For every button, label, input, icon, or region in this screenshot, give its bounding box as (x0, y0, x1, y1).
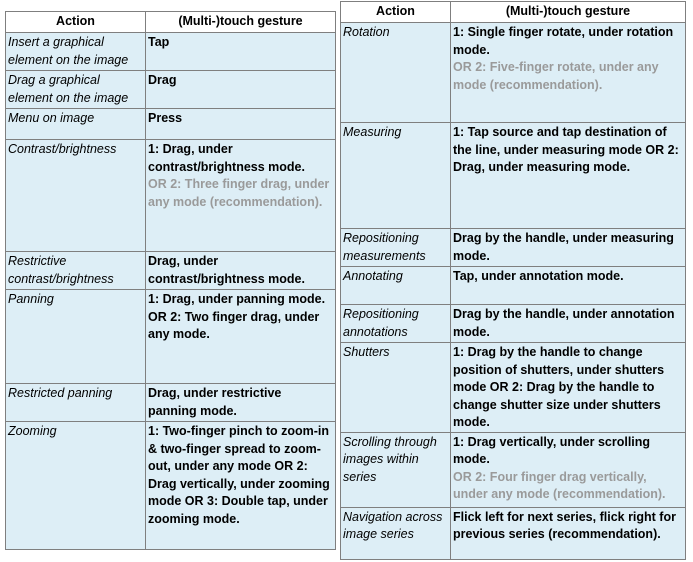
left-gesture-table (5, 11, 336, 550)
header-row (6, 12, 336, 33)
gesture-text: 1: Drag vertically, under scrolling mode. (453, 434, 651, 466)
action-cell: Restrictive contrast/brightness (6, 252, 146, 290)
gesture-text: 1: Two-finger pinch to zoom-in & two-finger spread to zoom-out, under any mode OR 2: Drag vertically, under zooming mode OR 3: Double tap, under zooming mode. (148, 424, 330, 526)
gesture-cell (451, 343, 686, 433)
gesture-text: 1: Drag, under panning mode. OR 2: Two finger drag, under any mode. (148, 292, 326, 341)
action-cell: Contrast/brightness (6, 140, 146, 252)
gesture-text: Press (148, 111, 183, 125)
gesture-text: Drag, under restrictive panning mode. (148, 386, 282, 418)
gesture-text: 1: Single finger rotate, under rotation mode. (453, 25, 674, 57)
gesture-text: Tap, under annotation mode. (453, 269, 624, 283)
table-row (341, 267, 686, 305)
action-cell: Insert a graphical element on the image (6, 33, 146, 71)
gesture-text: 1: Drag, under contrast/brightness mode. (148, 142, 305, 174)
action-cell: Repositioning measurements (341, 229, 451, 267)
action-header: Action (6, 12, 146, 33)
gesture-cell (451, 229, 686, 267)
action-cell: Rotation (341, 23, 451, 123)
gesture-cell (451, 305, 686, 343)
table-row (6, 33, 336, 71)
gesture-alternative-text: OR 2: Four finger drag vertically, under any mode (recommendation). (453, 469, 666, 501)
table-row (341, 123, 686, 229)
table-row (6, 384, 336, 422)
gesture-cell (451, 23, 686, 123)
gesture-alternative-text: OR 2: Five-finger rotate, under any mode (recommendation). (453, 60, 659, 92)
table-row (6, 290, 336, 384)
gesture-text: 1: Drag by the handle to change position of shutters, under shutters mode OR 2: Drag by the handle to change shutter size under shutters mode. (453, 345, 665, 429)
gesture-cell (451, 507, 686, 559)
action-cell: Panning (6, 290, 146, 384)
gesture-cell (146, 71, 336, 109)
gesture-cell (146, 140, 336, 252)
table-row (6, 422, 336, 550)
gesture-cell (451, 432, 686, 507)
gesture-header: (Multi-)touch gesture (451, 2, 686, 23)
table-row (341, 432, 686, 507)
gesture-cell (146, 33, 336, 71)
action-header: Action (341, 2, 451, 23)
gesture-text: Drag, under contrast/brightness mode. (148, 254, 305, 286)
gesture-text: 1: Tap source and tap destination of the line, under measuring mode OR 2: Drag, under measuring mode. (453, 125, 679, 174)
action-cell: Shutters (341, 343, 451, 433)
table-row (6, 71, 336, 109)
gesture-cell (146, 290, 336, 384)
table-row (341, 305, 686, 343)
action-cell: Measuring (341, 123, 451, 229)
gesture-cell (451, 267, 686, 305)
gesture-text: Drag by the handle, under measuring mode. (453, 231, 674, 263)
action-cell: Restricted panning (6, 384, 146, 422)
action-cell: Annotating (341, 267, 451, 305)
gesture-cell (146, 252, 336, 290)
gesture-cell (146, 422, 336, 550)
gesture-cell (451, 123, 686, 229)
gesture-header: (Multi-)touch gesture (146, 12, 336, 33)
action-cell: Drag a graphical element on the image (6, 71, 146, 109)
action-cell: Menu on image (6, 109, 146, 140)
gesture-cell (146, 384, 336, 422)
action-cell: Navigation across image series (341, 507, 451, 559)
gesture-cell (146, 109, 336, 140)
table-row (6, 252, 336, 290)
gesture-text: Flick left for next series, flick right for previous series (recommendation). (453, 509, 676, 541)
table-row (341, 229, 686, 267)
table-row (341, 23, 686, 123)
action-cell: Scrolling through images within series (341, 432, 451, 507)
table-row (341, 343, 686, 433)
gesture-text: Tap (148, 35, 170, 49)
action-cell: Zooming (6, 422, 146, 550)
gesture-alternative-text: OR 2: Three finger drag, under any mode (recommendation). (148, 177, 330, 209)
table-row (341, 507, 686, 559)
table-row (6, 140, 336, 252)
right-gesture-table (340, 1, 686, 560)
action-cell: Repositioning annotations (341, 305, 451, 343)
gesture-text: Drag (148, 73, 177, 87)
header-row (341, 2, 686, 23)
gesture-text: Drag by the handle, under annotation mode. (453, 307, 675, 339)
table-row (6, 109, 336, 140)
